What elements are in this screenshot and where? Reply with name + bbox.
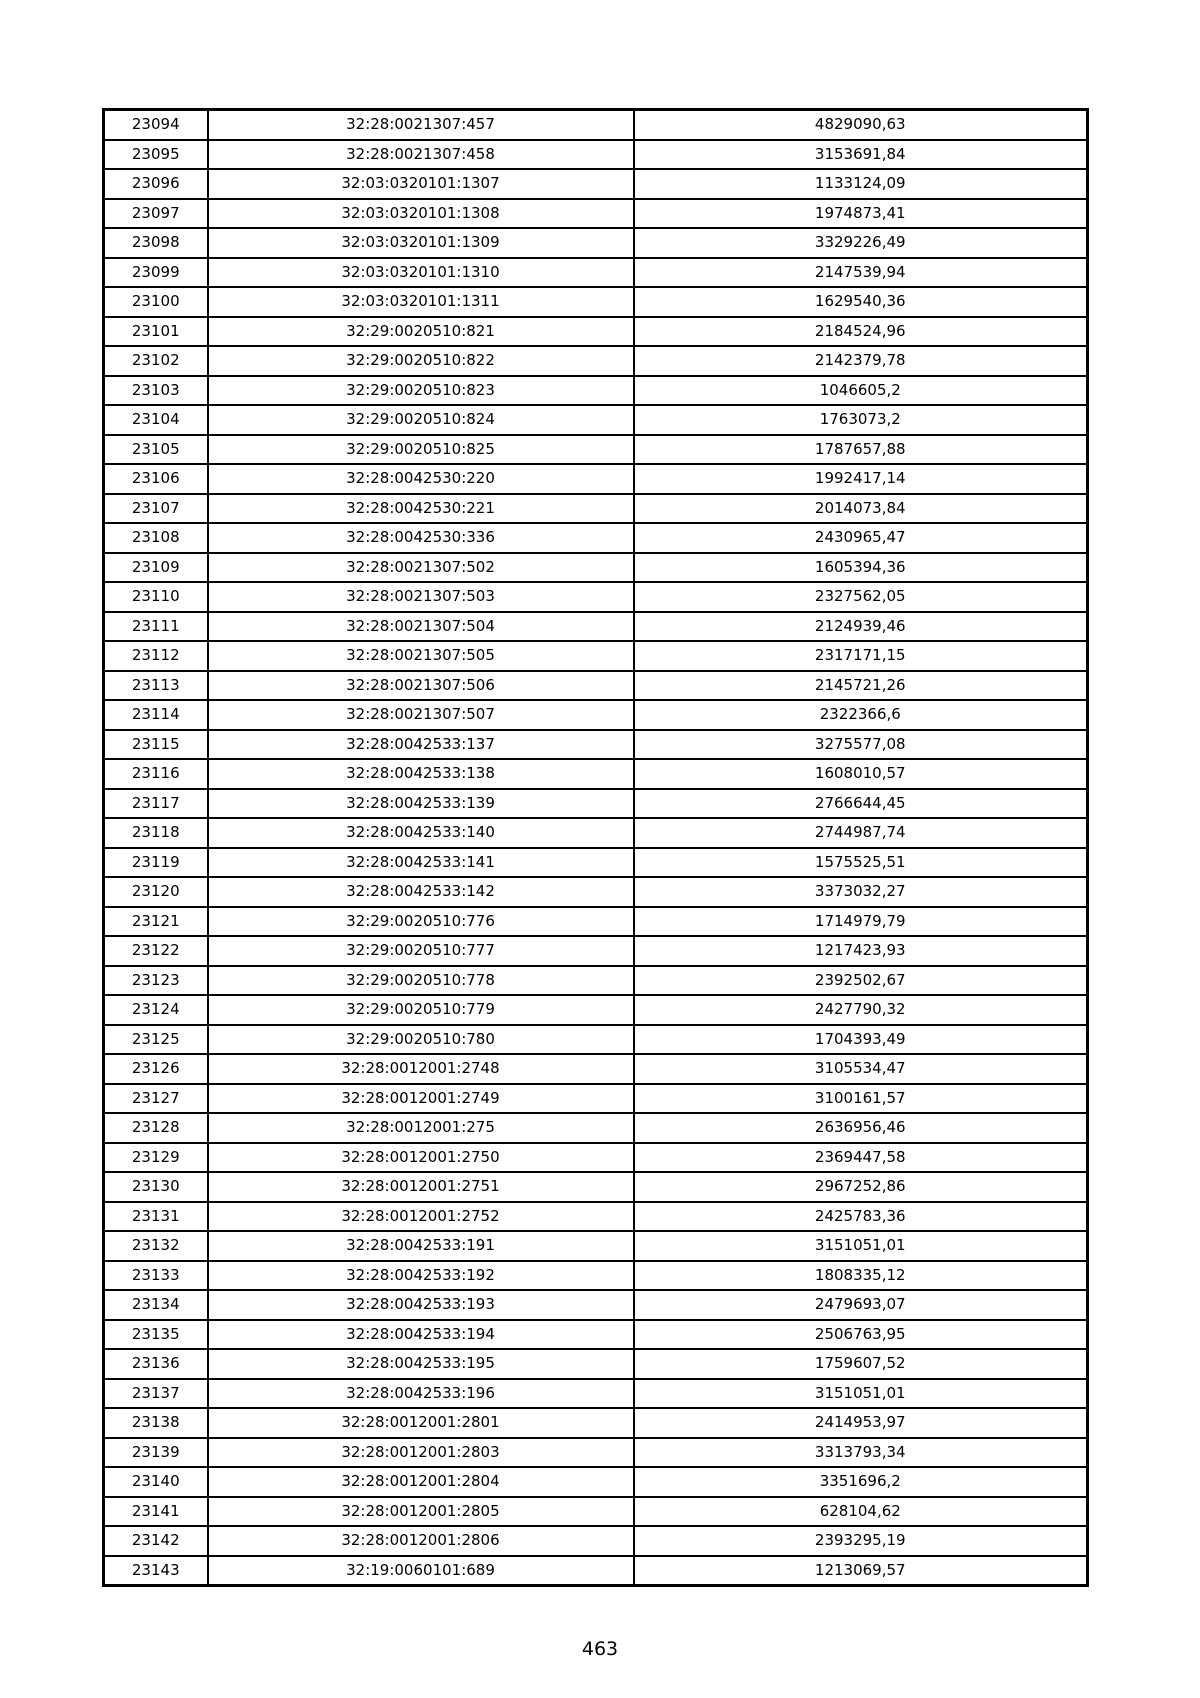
table-row <box>104 671 1088 701</box>
cadastral-number-cell: 32:29:0020510:779 <box>208 995 634 1025</box>
row-number-cell: 23109 <box>104 553 208 583</box>
cadastral-number-cell: 32:29:0020510:821 <box>208 317 634 347</box>
table-row <box>104 730 1088 760</box>
table-row <box>104 1290 1088 1320</box>
cadastral-number-cell: 32:28:0042533:191 <box>208 1231 634 1261</box>
cadastral-number-cell: 32:28:0042533:138 <box>208 759 634 789</box>
row-number-cell: 23138 <box>104 1408 208 1438</box>
cadastral-value-cell: 3153691,84 <box>634 140 1088 170</box>
cadastral-value-cell: 2145721,26 <box>634 671 1088 701</box>
table-row <box>104 612 1088 642</box>
row-number-cell: 23116 <box>104 759 208 789</box>
cadastral-value-table <box>102 108 1089 1587</box>
cadastral-number-cell: 32:29:0020510:822 <box>208 346 634 376</box>
row-number-cell: 23142 <box>104 1526 208 1556</box>
table-row <box>104 464 1088 494</box>
cadastral-value-cell: 3151051,01 <box>634 1379 1088 1409</box>
row-number-cell: 23112 <box>104 641 208 671</box>
row-number-cell: 23098 <box>104 228 208 258</box>
cadastral-value-cell: 1974873,41 <box>634 199 1088 229</box>
row-number-cell: 23143 <box>104 1556 208 1586</box>
cadastral-value-cell: 2147539,94 <box>634 258 1088 288</box>
cadastral-number-cell: 32:28:0042533:192 <box>208 1261 634 1291</box>
cadastral-number-cell: 32:19:0060101:689 <box>208 1556 634 1586</box>
row-number-cell: 23106 <box>104 464 208 494</box>
table-row <box>104 1084 1088 1114</box>
cadastral-value-cell: 1046605,2 <box>634 376 1088 406</box>
row-number-cell: 23129 <box>104 1143 208 1173</box>
table-row <box>104 641 1088 671</box>
cadastral-value-cell: 2142379,78 <box>634 346 1088 376</box>
table-row <box>104 1143 1088 1173</box>
cadastral-value-cell: 1787657,88 <box>634 435 1088 465</box>
cadastral-value-cell: 3329226,49 <box>634 228 1088 258</box>
table-row <box>104 1172 1088 1202</box>
cadastral-number-cell: 32:28:0012001:2752 <box>208 1202 634 1232</box>
cadastral-number-cell: 32:28:0021307:507 <box>208 700 634 730</box>
table-row <box>104 1054 1088 1084</box>
table-row <box>104 287 1088 317</box>
table-row <box>104 1379 1088 1409</box>
row-number-cell: 23099 <box>104 258 208 288</box>
cadastral-value-cell: 1629540,36 <box>634 287 1088 317</box>
cadastral-value-cell: 3373032,27 <box>634 877 1088 907</box>
cadastral-value-cell: 2744987,74 <box>634 818 1088 848</box>
row-number-cell: 23121 <box>104 907 208 937</box>
cadastral-number-cell: 32:28:0012001:2803 <box>208 1438 634 1468</box>
row-number-cell: 23096 <box>104 169 208 199</box>
cadastral-value-cell: 2430965,47 <box>634 523 1088 553</box>
cadastral-number-cell: 32:28:0012001:2748 <box>208 1054 634 1084</box>
table-row <box>104 582 1088 612</box>
table-row <box>104 140 1088 170</box>
cadastral-number-cell: 32:29:0020510:780 <box>208 1025 634 1055</box>
cadastral-number-cell: 32:28:0012001:2750 <box>208 1143 634 1173</box>
cadastral-value-cell: 1714979,79 <box>634 907 1088 937</box>
cadastral-value-cell: 3100161,57 <box>634 1084 1088 1114</box>
row-number-cell: 23120 <box>104 877 208 907</box>
row-number-cell: 23117 <box>104 789 208 819</box>
table-row <box>104 169 1088 199</box>
table-row <box>104 995 1088 1025</box>
cadastral-value-cell: 2392502,67 <box>634 966 1088 996</box>
cadastral-value-cell: 2014073,84 <box>634 494 1088 524</box>
cadastral-value-cell: 3351696,2 <box>634 1467 1088 1497</box>
cadastral-value-cell: 2393295,19 <box>634 1526 1088 1556</box>
row-number-cell: 23100 <box>104 287 208 317</box>
table-row <box>104 1438 1088 1468</box>
table-row <box>104 1526 1088 1556</box>
row-number-cell: 23107 <box>104 494 208 524</box>
cadastral-value-cell: 3275577,08 <box>634 730 1088 760</box>
row-number-cell: 23127 <box>104 1084 208 1114</box>
row-number-cell: 23115 <box>104 730 208 760</box>
cadastral-value-cell: 2766644,45 <box>634 789 1088 819</box>
cadastral-number-cell: 32:28:0042533:140 <box>208 818 634 848</box>
row-number-cell: 23122 <box>104 936 208 966</box>
table-row <box>104 1231 1088 1261</box>
cadastral-number-cell: 32:28:0042533:142 <box>208 877 634 907</box>
cadastral-value-cell: 2506763,95 <box>634 1320 1088 1350</box>
table-row <box>104 1261 1088 1291</box>
table-row <box>104 1025 1088 1055</box>
cadastral-number-cell: 32:28:0021307:458 <box>208 140 634 170</box>
cadastral-value-cell: 1763073,2 <box>634 405 1088 435</box>
cadastral-value-cell: 2184524,96 <box>634 317 1088 347</box>
cadastral-value-cell: 2369447,58 <box>634 1143 1088 1173</box>
row-number-cell: 23108 <box>104 523 208 553</box>
cadastral-number-cell: 32:28:0042533:193 <box>208 1290 634 1320</box>
table-row <box>104 936 1088 966</box>
table-row <box>104 110 1088 140</box>
row-number-cell: 23141 <box>104 1497 208 1527</box>
table-row <box>104 1349 1088 1379</box>
row-number-cell: 23136 <box>104 1349 208 1379</box>
cadastral-value-cell: 3105534,47 <box>634 1054 1088 1084</box>
cadastral-value-cell: 1213069,57 <box>634 1556 1088 1586</box>
cadastral-number-cell: 32:28:0012001:2751 <box>208 1172 634 1202</box>
cadastral-value-cell: 1704393,49 <box>634 1025 1088 1055</box>
table-row <box>104 877 1088 907</box>
cadastral-value-cell: 2317171,15 <box>634 641 1088 671</box>
table-row <box>104 759 1088 789</box>
row-number-cell: 23128 <box>104 1113 208 1143</box>
table-row <box>104 907 1088 937</box>
table-row <box>104 1556 1088 1586</box>
cadastral-value-cell: 2322366,6 <box>634 700 1088 730</box>
cadastral-number-cell: 32:28:0012001:275 <box>208 1113 634 1143</box>
row-number-cell: 23095 <box>104 140 208 170</box>
cadastral-number-cell: 32:28:0012001:2805 <box>208 1497 634 1527</box>
table-row <box>104 376 1088 406</box>
row-number-cell: 23118 <box>104 818 208 848</box>
table-row <box>104 199 1088 229</box>
cadastral-number-cell: 32:28:0021307:504 <box>208 612 634 642</box>
row-number-cell: 23126 <box>104 1054 208 1084</box>
row-number-cell: 23132 <box>104 1231 208 1261</box>
row-number-cell: 23101 <box>104 317 208 347</box>
cadastral-number-cell: 32:28:0021307:502 <box>208 553 634 583</box>
cadastral-number-cell: 32:28:0042533:139 <box>208 789 634 819</box>
cadastral-number-cell: 32:29:0020510:777 <box>208 936 634 966</box>
cadastral-value-cell: 628104,62 <box>634 1497 1088 1527</box>
cadastral-value-cell: 2479693,07 <box>634 1290 1088 1320</box>
cadastral-number-cell: 32:29:0020510:824 <box>208 405 634 435</box>
row-number-cell: 23102 <box>104 346 208 376</box>
cadastral-number-cell: 32:29:0020510:825 <box>208 435 634 465</box>
row-number-cell: 23103 <box>104 376 208 406</box>
cadastral-number-cell: 32:03:0320101:1308 <box>208 199 634 229</box>
cadastral-number-cell: 32:28:0042533:196 <box>208 1379 634 1409</box>
cadastral-number-cell: 32:28:0012001:2749 <box>208 1084 634 1114</box>
cadastral-number-cell: 32:28:0042533:137 <box>208 730 634 760</box>
cadastral-value-cell: 1575525,51 <box>634 848 1088 878</box>
cadastral-number-cell: 32:28:0012001:2806 <box>208 1526 634 1556</box>
row-number-cell: 23124 <box>104 995 208 1025</box>
cadastral-number-cell: 32:28:0042530:336 <box>208 523 634 553</box>
cadastral-number-cell: 32:03:0320101:1310 <box>208 258 634 288</box>
cadastral-value-cell: 2427790,32 <box>634 995 1088 1025</box>
row-number-cell: 23140 <box>104 1467 208 1497</box>
cadastral-value-cell: 2414953,97 <box>634 1408 1088 1438</box>
cadastral-value-cell: 1759607,52 <box>634 1349 1088 1379</box>
cadastral-number-cell: 32:28:0012001:2804 <box>208 1467 634 1497</box>
table-row <box>104 848 1088 878</box>
table-row <box>104 1408 1088 1438</box>
row-number-cell: 23130 <box>104 1172 208 1202</box>
row-number-cell: 23119 <box>104 848 208 878</box>
cadastral-number-cell: 32:28:0012001:2801 <box>208 1408 634 1438</box>
cadastral-number-cell: 32:28:0021307:503 <box>208 582 634 612</box>
cadastral-number-cell: 32:28:0042533:141 <box>208 848 634 878</box>
row-number-cell: 23097 <box>104 199 208 229</box>
cadastral-number-cell: 32:28:0042533:194 <box>208 1320 634 1350</box>
cadastral-value-cell: 1992417,14 <box>634 464 1088 494</box>
cadastral-number-cell: 32:28:0042530:221 <box>208 494 634 524</box>
cadastral-number-cell: 32:28:0021307:457 <box>208 110 634 140</box>
row-number-cell: 23133 <box>104 1261 208 1291</box>
cadastral-value-cell: 3313793,34 <box>634 1438 1088 1468</box>
cadastral-number-cell: 32:03:0320101:1311 <box>208 287 634 317</box>
row-number-cell: 23104 <box>104 405 208 435</box>
row-number-cell: 23134 <box>104 1290 208 1320</box>
cadastral-number-cell: 32:03:0320101:1307 <box>208 169 634 199</box>
row-number-cell: 23094 <box>104 110 208 140</box>
cadastral-value-cell: 1808335,12 <box>634 1261 1088 1291</box>
row-number-cell: 23110 <box>104 582 208 612</box>
row-number-cell: 23125 <box>104 1025 208 1055</box>
cadastral-value-cell: 2327562,05 <box>634 582 1088 612</box>
document-table-container <box>102 108 1086 1587</box>
page-number: 463 <box>581 1638 619 1660</box>
cadastral-value-cell: 1608010,57 <box>634 759 1088 789</box>
cadastral-value-cell: 2425783,36 <box>634 1202 1088 1232</box>
table-row <box>104 523 1088 553</box>
row-number-cell: 23111 <box>104 612 208 642</box>
table-row <box>104 346 1088 376</box>
table-row <box>104 405 1088 435</box>
cadastral-value-cell: 2967252,86 <box>634 1172 1088 1202</box>
cadastral-value-cell: 4829090,63 <box>634 110 1088 140</box>
table-row <box>104 1467 1088 1497</box>
row-number-cell: 23139 <box>104 1438 208 1468</box>
table-body <box>104 110 1088 1586</box>
table-row <box>104 1202 1088 1232</box>
row-number-cell: 23114 <box>104 700 208 730</box>
table-row <box>104 435 1088 465</box>
cadastral-number-cell: 32:28:0021307:505 <box>208 641 634 671</box>
table-row <box>104 553 1088 583</box>
row-number-cell: 23137 <box>104 1379 208 1409</box>
row-number-cell: 23105 <box>104 435 208 465</box>
cadastral-number-cell: 32:28:0042533:195 <box>208 1349 634 1379</box>
cadastral-number-cell: 32:29:0020510:776 <box>208 907 634 937</box>
table-row <box>104 258 1088 288</box>
table-row <box>104 700 1088 730</box>
table-row <box>104 317 1088 347</box>
row-number-cell: 23113 <box>104 671 208 701</box>
row-number-cell: 23131 <box>104 1202 208 1232</box>
cadastral-value-cell: 1133124,09 <box>634 169 1088 199</box>
cadastral-value-cell: 1217423,93 <box>634 936 1088 966</box>
row-number-cell: 23123 <box>104 966 208 996</box>
cadastral-number-cell: 32:29:0020510:778 <box>208 966 634 996</box>
row-number-cell: 23135 <box>104 1320 208 1350</box>
table-row <box>104 494 1088 524</box>
cadastral-number-cell: 32:28:0042530:220 <box>208 464 634 494</box>
table-row <box>104 228 1088 258</box>
cadastral-value-cell: 3151051,01 <box>634 1231 1088 1261</box>
table-row <box>104 966 1088 996</box>
cadastral-value-cell: 1605394,36 <box>634 553 1088 583</box>
table-row <box>104 818 1088 848</box>
table-row <box>104 1320 1088 1350</box>
table-row <box>104 1113 1088 1143</box>
cadastral-number-cell: 32:28:0021307:506 <box>208 671 634 701</box>
cadastral-number-cell: 32:03:0320101:1309 <box>208 228 634 258</box>
cadastral-value-cell: 2124939,46 <box>634 612 1088 642</box>
table-row <box>104 1497 1088 1527</box>
table-row <box>104 789 1088 819</box>
cadastral-value-cell: 2636956,46 <box>634 1113 1088 1143</box>
cadastral-number-cell: 32:29:0020510:823 <box>208 376 634 406</box>
